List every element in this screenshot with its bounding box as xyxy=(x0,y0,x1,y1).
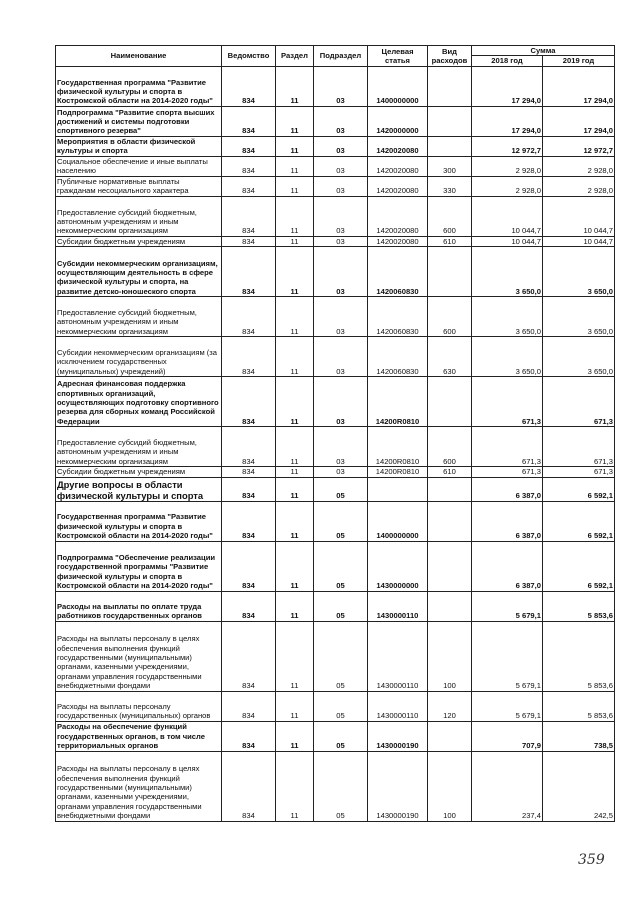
row-name: Расходы на выплаты по оплате труда работников государственных органов xyxy=(56,591,222,621)
row-sum-2019: 17 294,0 xyxy=(543,66,615,106)
row-razdel: 11 xyxy=(276,377,314,427)
row-sum-2018: 17 294,0 xyxy=(472,106,543,136)
row-sum-2019: 3 650,0 xyxy=(543,247,615,297)
row-podrazdel: 03 xyxy=(314,247,368,297)
row-vedomstvo: 834 xyxy=(222,297,276,337)
row-sum-2018: 5 679,1 xyxy=(472,621,543,691)
row-sum-2018: 3 650,0 xyxy=(472,247,543,297)
row-sum-2018: 6 387,0 xyxy=(472,541,543,591)
row-podrazdel: 03 xyxy=(314,427,368,467)
row-target: 1430000000 xyxy=(368,541,428,591)
row-vedomstvo: 834 xyxy=(222,196,276,236)
table-row xyxy=(56,247,615,297)
row-kind: 600 xyxy=(428,297,472,337)
row-razdel: 11 xyxy=(276,691,314,721)
row-kind xyxy=(428,106,472,136)
row-sum-2018: 10 044,7 xyxy=(472,196,543,236)
row-razdel: 11 xyxy=(276,136,314,156)
row-kind: 100 xyxy=(428,621,472,691)
row-kind xyxy=(428,541,472,591)
row-vedomstvo: 834 xyxy=(222,427,276,467)
row-podrazdel: 05 xyxy=(314,501,368,541)
table-row xyxy=(56,156,615,176)
row-kind: 100 xyxy=(428,751,472,821)
row-kind xyxy=(428,501,472,541)
row-podrazdel: 03 xyxy=(314,136,368,156)
row-kind: 330 xyxy=(428,176,472,196)
row-podrazdel: 03 xyxy=(314,176,368,196)
row-name: Подпрограмма "Развитие спорта высших достижений и системы подготовки спортивного резерва" xyxy=(56,106,222,136)
row-kind xyxy=(428,66,472,106)
row-sum-2019: 671,3 xyxy=(543,377,615,427)
row-podrazdel: 05 xyxy=(314,621,368,691)
header-kind: Вид расходов xyxy=(428,46,472,67)
table-row xyxy=(56,377,615,427)
row-name: Социальное обеспечение и иные выплаты населению xyxy=(56,156,222,176)
row-name: Подпрограмма "Обеспечение реализации государственной программы "Развитие физической культуры и спорта в Костромской области на 2014-2020 годы" xyxy=(56,541,222,591)
table-row xyxy=(56,477,615,501)
table-row xyxy=(56,751,615,821)
row-sum-2018: 671,3 xyxy=(472,377,543,427)
row-target: 1420020080 xyxy=(368,196,428,236)
header-sum: Сумма xyxy=(472,46,615,56)
row-name: Субсидии некоммерческим организациям (за исключением государственных (муниципальных) учреждений) xyxy=(56,337,222,377)
row-sum-2019: 242,5 xyxy=(543,751,615,821)
table-row xyxy=(56,337,615,377)
row-razdel: 11 xyxy=(276,467,314,477)
row-name: Государственная программа "Развитие физической культуры и спорта в Костромской области на 2014-2020 годы" xyxy=(56,501,222,541)
table-body xyxy=(56,66,615,821)
row-vedomstvo: 834 xyxy=(222,721,276,751)
row-sum-2018: 6 387,0 xyxy=(472,477,543,501)
row-razdel: 11 xyxy=(276,427,314,467)
row-sum-2019: 2 928,0 xyxy=(543,156,615,176)
row-name: Расходы на выплаты персоналу в целях обеспечения выполнения функций государственными (муниципальными) органами, казенными учреждениями, органами управления государственными внебюджетными фондами xyxy=(56,621,222,691)
row-name: Другие вопросы в области физической культуры и спорта xyxy=(56,477,222,501)
row-sum-2019: 3 650,0 xyxy=(543,337,615,377)
table-row xyxy=(56,691,615,721)
row-target: 1400000000 xyxy=(368,501,428,541)
row-razdel: 11 xyxy=(276,541,314,591)
row-name: Мероприятия в области физической культуры и спорта xyxy=(56,136,222,156)
header-name: Наименование xyxy=(56,46,222,67)
row-vedomstvo: 834 xyxy=(222,156,276,176)
row-podrazdel: 03 xyxy=(314,377,368,427)
row-target: 1420060830 xyxy=(368,297,428,337)
row-sum-2019: 12 972,7 xyxy=(543,136,615,156)
row-name: Субсидии бюджетным учреждениям xyxy=(56,236,222,246)
row-podrazdel: 05 xyxy=(314,477,368,501)
row-sum-2019: 2 928,0 xyxy=(543,176,615,196)
row-sum-2018: 707,9 xyxy=(472,721,543,751)
row-vedomstvo: 834 xyxy=(222,66,276,106)
table-row xyxy=(56,66,615,106)
row-kind xyxy=(428,377,472,427)
row-sum-2018: 2 928,0 xyxy=(472,156,543,176)
row-sum-2019: 5 853,6 xyxy=(543,591,615,621)
row-razdel: 11 xyxy=(276,751,314,821)
row-vedomstvo: 834 xyxy=(222,621,276,691)
row-target: 1420060830 xyxy=(368,337,428,377)
row-target: 1420020080 xyxy=(368,136,428,156)
row-target: 14200R0810 xyxy=(368,427,428,467)
row-podrazdel: 05 xyxy=(314,591,368,621)
row-podrazdel: 03 xyxy=(314,337,368,377)
row-target: 14200R0810 xyxy=(368,467,428,477)
row-target: 1430000110 xyxy=(368,591,428,621)
row-razdel: 11 xyxy=(276,247,314,297)
row-podrazdel: 05 xyxy=(314,751,368,821)
row-name: Адресная финансовая поддержка спортивных организаций, осуществляющих подготовку спортивного резерва для сборных команд Российской Федерации xyxy=(56,377,222,427)
row-target: 1430000110 xyxy=(368,621,428,691)
row-kind: 300 xyxy=(428,156,472,176)
page-number: 359 xyxy=(578,852,605,868)
row-razdel: 11 xyxy=(276,66,314,106)
header-vedomstvo: Ведомство xyxy=(222,46,276,67)
row-sum-2019: 671,3 xyxy=(543,467,615,477)
row-target: 1420020080 xyxy=(368,236,428,246)
row-razdel: 11 xyxy=(276,621,314,691)
row-razdel: 11 xyxy=(276,591,314,621)
row-razdel: 11 xyxy=(276,236,314,246)
table-row xyxy=(56,621,615,691)
row-sum-2018: 10 044,7 xyxy=(472,236,543,246)
table-row xyxy=(56,501,615,541)
table-row xyxy=(56,427,615,467)
row-kind: 610 xyxy=(428,467,472,477)
row-sum-2019: 17 294,0 xyxy=(543,106,615,136)
row-sum-2018: 5 679,1 xyxy=(472,691,543,721)
row-name: Предоставление субсидий бюджетным, автономным учреждениям и иным некоммерческим организациям xyxy=(56,427,222,467)
row-kind xyxy=(428,477,472,501)
row-target: 1400000000 xyxy=(368,66,428,106)
row-podrazdel: 05 xyxy=(314,541,368,591)
row-sum-2018: 6 387,0 xyxy=(472,501,543,541)
row-kind: 600 xyxy=(428,196,472,236)
row-target: 1430000190 xyxy=(368,751,428,821)
row-target: 1420000000 xyxy=(368,106,428,136)
row-name: Государственная программа "Развитие физической культуры и спорта в Костромской области на 2014-2020 годы" xyxy=(56,66,222,106)
row-razdel: 11 xyxy=(276,156,314,176)
row-vedomstvo: 834 xyxy=(222,691,276,721)
row-kind xyxy=(428,247,472,297)
row-vedomstvo: 834 xyxy=(222,377,276,427)
row-podrazdel: 05 xyxy=(314,691,368,721)
row-kind xyxy=(428,721,472,751)
row-podrazdel: 03 xyxy=(314,156,368,176)
row-vedomstvo: 834 xyxy=(222,247,276,297)
row-razdel: 11 xyxy=(276,176,314,196)
row-sum-2018: 237,4 xyxy=(472,751,543,821)
row-vedomstvo: 834 xyxy=(222,477,276,501)
row-name: Субсидии бюджетным учреждениям xyxy=(56,467,222,477)
row-razdel: 11 xyxy=(276,337,314,377)
row-sum-2019: 671,3 xyxy=(543,427,615,467)
row-kind xyxy=(428,136,472,156)
row-kind xyxy=(428,591,472,621)
row-sum-2018: 3 650,0 xyxy=(472,297,543,337)
row-kind: 120 xyxy=(428,691,472,721)
header-2018: 2018 год xyxy=(472,56,543,66)
row-vedomstvo: 834 xyxy=(222,337,276,377)
row-vedomstvo: 834 xyxy=(222,176,276,196)
table-row xyxy=(56,106,615,136)
row-target: 1420020080 xyxy=(368,156,428,176)
row-kind: 630 xyxy=(428,337,472,377)
header-2019: 2019 год xyxy=(543,56,615,66)
row-podrazdel: 03 xyxy=(314,236,368,246)
row-podrazdel: 05 xyxy=(314,721,368,751)
row-target: 1430000110 xyxy=(368,691,428,721)
row-sum-2019: 5 853,6 xyxy=(543,691,615,721)
table-row xyxy=(56,136,615,156)
table-row xyxy=(56,541,615,591)
row-name: Расходы на обеспечение функций государственных органов, в том числе территориальных органов xyxy=(56,721,222,751)
row-sum-2019: 6 592,1 xyxy=(543,501,615,541)
table-row xyxy=(56,467,615,477)
row-sum-2019: 5 853,6 xyxy=(543,621,615,691)
row-sum-2018: 17 294,0 xyxy=(472,66,543,106)
row-podrazdel: 03 xyxy=(314,196,368,236)
table-row xyxy=(56,176,615,196)
header-podrazdel: Подраздел xyxy=(314,46,368,67)
row-vedomstvo: 834 xyxy=(222,467,276,477)
header-target: Целевая статья xyxy=(368,46,428,67)
header-razdel: Раздел xyxy=(276,46,314,67)
row-vedomstvo: 834 xyxy=(222,236,276,246)
row-sum-2018: 671,3 xyxy=(472,467,543,477)
row-kind: 600 xyxy=(428,427,472,467)
table-row xyxy=(56,591,615,621)
budget-table xyxy=(55,45,615,822)
row-vedomstvo: 834 xyxy=(222,136,276,156)
row-name: Субсидии некоммерческим организациям, осуществляющим деятельность в сфере физической культуры и спорта, на развитие детско-юношеского спорта xyxy=(56,247,222,297)
row-vedomstvo: 834 xyxy=(222,751,276,821)
row-podrazdel: 03 xyxy=(314,106,368,136)
row-vedomstvo: 834 xyxy=(222,501,276,541)
row-razdel: 11 xyxy=(276,721,314,751)
row-podrazdel: 03 xyxy=(314,297,368,337)
row-razdel: 11 xyxy=(276,501,314,541)
row-sum-2019: 6 592,1 xyxy=(543,477,615,501)
row-name: Расходы на выплаты персоналу в целях обеспечения выполнения функций государственными (муниципальными) органами, казенными учреждениями, органами управления государственными внебюджетными фондами xyxy=(56,751,222,821)
row-razdel: 11 xyxy=(276,196,314,236)
table-row xyxy=(56,236,615,246)
row-vedomstvo: 834 xyxy=(222,106,276,136)
row-kind: 610 xyxy=(428,236,472,246)
row-target: 1420020080 xyxy=(368,176,428,196)
row-vedomstvo: 834 xyxy=(222,591,276,621)
table-row xyxy=(56,196,615,236)
row-razdel: 11 xyxy=(276,106,314,136)
row-sum-2018: 2 928,0 xyxy=(472,176,543,196)
row-name: Предоставление субсидий бюджетным, автономным учреждениям и иным некоммерческим организациям xyxy=(56,297,222,337)
row-sum-2018: 671,3 xyxy=(472,427,543,467)
row-sum-2019: 738,5 xyxy=(543,721,615,751)
row-name: Предоставление субсидий бюджетным, автономным учреждениям и иным некоммерческим организациям xyxy=(56,196,222,236)
row-razdel: 11 xyxy=(276,477,314,501)
row-podrazdel: 03 xyxy=(314,467,368,477)
row-name: Публичные нормативные выплаты гражданам несоциального характера xyxy=(56,176,222,196)
row-sum-2018: 3 650,0 xyxy=(472,337,543,377)
row-target: 1430000190 xyxy=(368,721,428,751)
row-sum-2019: 10 044,7 xyxy=(543,236,615,246)
row-sum-2019: 6 592,1 xyxy=(543,541,615,591)
row-sum-2019: 10 044,7 xyxy=(543,196,615,236)
row-target: 14200R0810 xyxy=(368,377,428,427)
row-vedomstvo: 834 xyxy=(222,541,276,591)
row-razdel: 11 xyxy=(276,297,314,337)
row-target: 1420060830 xyxy=(368,247,428,297)
row-sum-2018: 12 972,7 xyxy=(472,136,543,156)
row-podrazdel: 03 xyxy=(314,66,368,106)
row-name: Расходы на выплаты персоналу государственных (муниципальных) органов xyxy=(56,691,222,721)
row-sum-2019: 3 650,0 xyxy=(543,297,615,337)
table-row xyxy=(56,721,615,751)
row-target xyxy=(368,477,428,501)
row-sum-2018: 5 679,1 xyxy=(472,591,543,621)
table-row xyxy=(56,297,615,337)
